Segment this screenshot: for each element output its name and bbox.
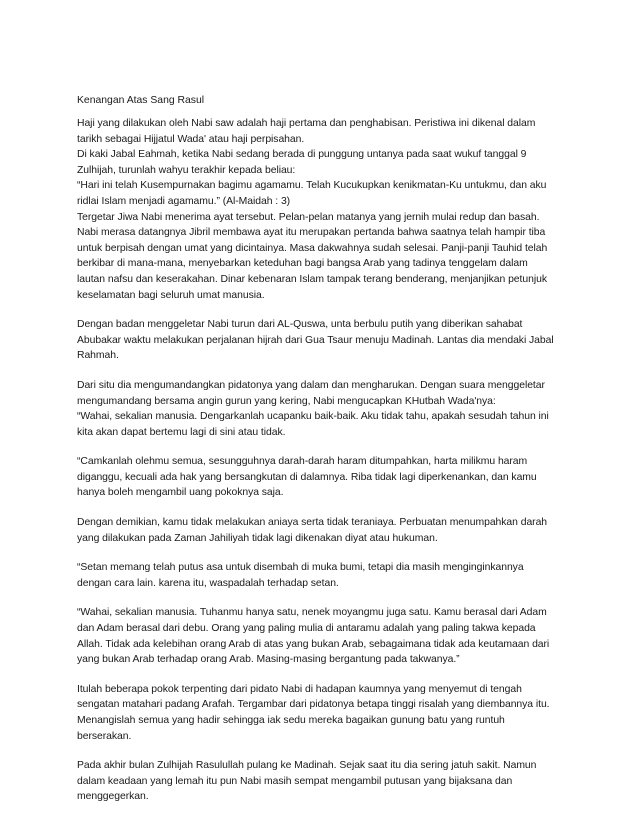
paragraph-8: Itulah beberapa pokok terpenting dari pidato Nabi di hadapan kaumnya yang menyemut di tengah sengatan matahari padang Arafah. Tergambar dari pidatonya betapa tinggi risalah yang diembannya itu. Menangislah semua yang hadir sehingga iak sedu mereka bagaikan gunung batu yang runtuh berserakan. bbox=[77, 683, 550, 742]
document-page bbox=[77, 93, 567, 819]
paragraph-4: “Camkanlah olehmu semua, sesungguhnya darah-darah haram ditumpahkan, harta milikmu haram diganggu, kecuali ada hak yang bersangkutan di dalamnya. Riba tidak lagi diperkenankan, dan kamu hanya boleh mengambil uang pokoknya saja. bbox=[77, 456, 537, 499]
paragraph-7: “Wahai, sekalian manusia. Tuhanmu hanya satu, nenek moyangmu juga satu. Kamu berasal dari Adam dan Adam berasal dari debu. Orang yang paling mulia di antaramu adalah yang paling takwa kepada Allah. Tidak ada kelebihan orang Arab di atas yang bukan Arab, sebagaimana tidak ada keutamaan dari yang bukan Arab terhadap orang Arab. Masing-masing bergantung pada takwanya.” bbox=[77, 607, 550, 666]
paragraph-9: Pada akhir bulan Zulhijah Rasulullah pulang ke Madinah. Sejak saat itu dia sering jatuh sakit. Namun dalam keadaan yang lemah itu pun Nabi masih sempat mengambil putusan yang bijaksana dan menggegerkan. bbox=[77, 760, 537, 803]
paragraph-6: “Setan memang telah putus asa untuk disembah di muka bumi, tetapi dia masih menginginkannya dengan cara lain. karena itu, waspadalah terhadap setan. bbox=[77, 562, 524, 589]
paragraph-3: Dari situ dia mengumandangkan pidatonya yang dalam dan mengharukan. Dengan suara menggeletar mengumandang bersama angin gurun yang kering, Nabi mengucapkan KHutbah Wada'nya: “Wahai, sekalian manusia. Dengarkanlah ucapanku baik-baik. Aku tidak tahu, apakah sesudah tahun ini kita akan dapat bertemu lagi di sini atau tidak. bbox=[77, 379, 549, 438]
paragraph-5: Dengan demikian, kamu tidak melakukan aniaya serta tidak teraniaya. Perbuatan menumpahkan darah yang dilakukan pada Zaman Jahiliyah tidak lagi dikenakan diyat atau hukuman. bbox=[77, 517, 548, 544]
paragraph-2: Dengan badan menggeletar Nabi turun dari AL-Quswa, unta berbulu putih yang diberikan sahabat Abubakar waktu melakukan perjalanan hijrah dari Gua Tsaur menuju Madinah. Lantas dia mendaki Jabal Rahmah. bbox=[77, 319, 554, 362]
paragraph-1: Haji yang dilakukan oleh Nabi saw adalah haji pertama dan penghabisan. Peristiwa ini dikenal dalam tarikh sebagai Hijjatul Wada' atau haji perpisahan. Di kaki Jabal Eahmah, ketika Nabi sedang berada di punggung untanya pada saat wukuf tanggal 9 Zulhijah, turunlah wahyu terakhir kepada beliau: “Hari ini telah Kusempurnakan bagimu agamamu. Telah Kucukupkan kenikmatan-Ku untukmu, dan aku ridlai Islam menjadi agamamu.” (Al-Maidah : 3) Tergetar Jiwa Nabi menerima ayat tersebut. Pelan-pelan matanya yang jernih mulai redup dan basah. Nabi merasa datangnya Jibril membawa ayat itu merupakan pertanda bahwa saatnya telah hampir tiba untuk berpisah dengan umat yang dicintainya. Masa dakwahnya sudah selesai. Panji-panji Tauhid telah berkibar di mana-mana, menyebarkan keteduhan bagi bangsa Arab yang tadinya tenggelam dalam lautan nafsu dan keserakahan. Dinar kebenaran Islam tampak terang benderang, menjanjikan petunjuk keselamatan bagi seluruh umat manusia. bbox=[77, 118, 548, 301]
document-title: Kenangan Atas Sang Rasul bbox=[77, 95, 205, 106]
